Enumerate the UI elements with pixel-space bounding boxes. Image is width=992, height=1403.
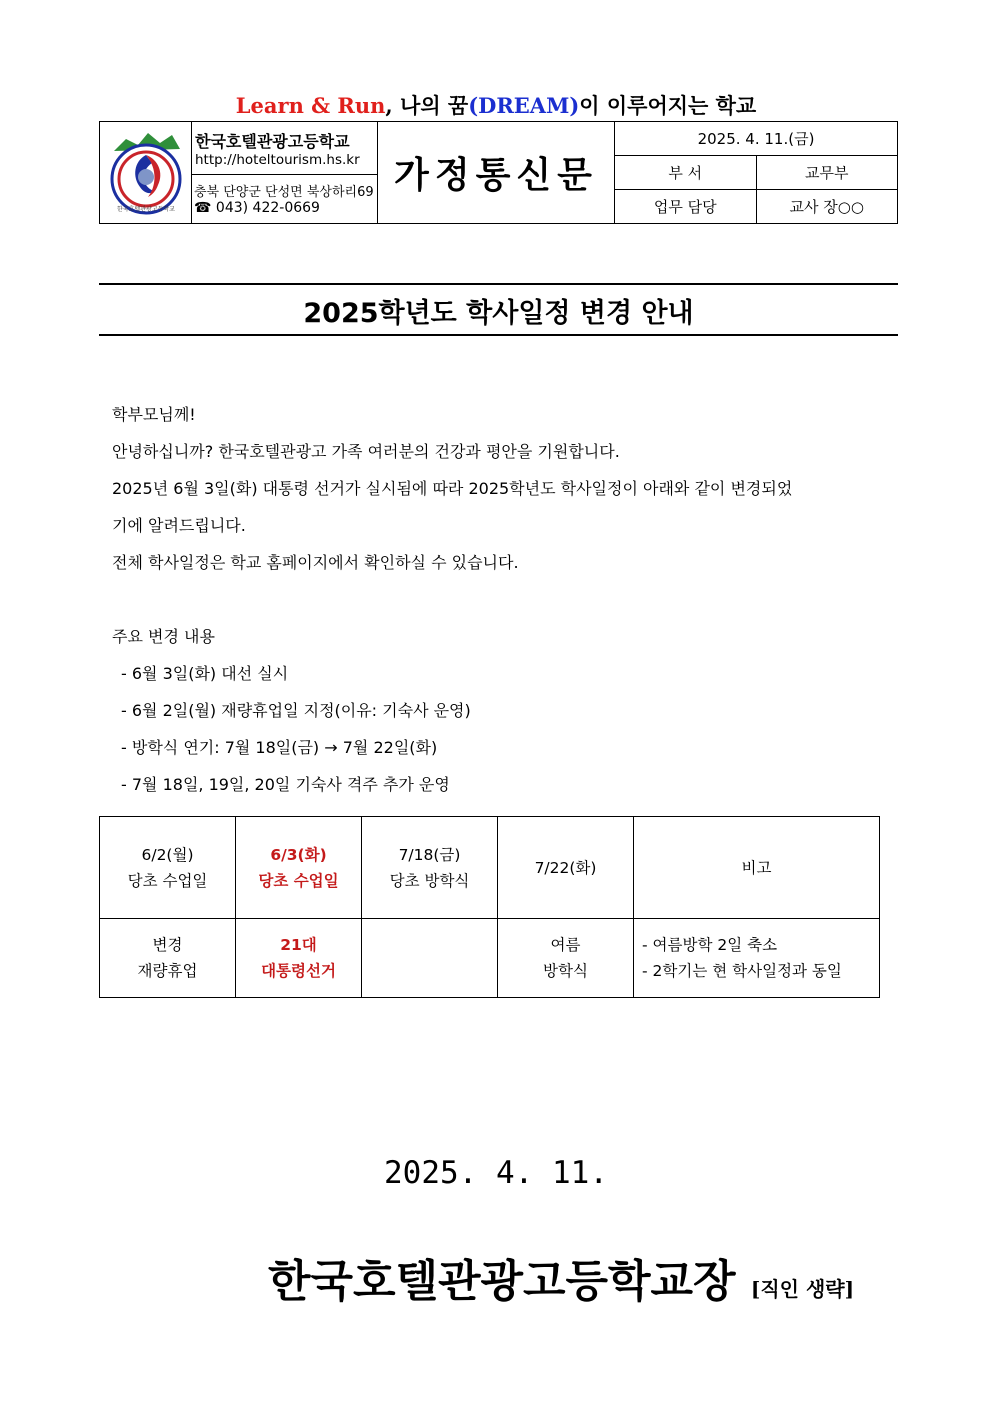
slogan-school: 이 이루어지는 학교: [579, 93, 757, 118]
cell-date: 7/18(금): [398, 845, 461, 864]
slogan-learn-run: Learn & Run: [235, 93, 386, 118]
school-phone-line: [192, 200, 377, 220]
document-title: 2025학년도 학사일정 변경 안내: [303, 298, 694, 329]
cell-line: 여름: [550, 936, 581, 954]
phone-icon: ☎: [194, 200, 212, 216]
change-item: - 방학식 연기: 7월 18일(금) → 7월 22일(화): [121, 738, 438, 757]
school-slogan: [0, 90, 992, 120]
cell-jul22: 7/22(화): [498, 817, 634, 919]
table-row: [100, 919, 880, 998]
cell-remarks-header: 비고: [634, 817, 880, 919]
school-name: 한국호텔관광고등학교: [195, 132, 350, 151]
dept-label: 부 서: [615, 156, 757, 190]
letterhead-table: [99, 121, 898, 224]
paragraph-2-line-1: 2025년 6월 3일(화) 대통령 선거가 실시됨에 따라 2025학년도 학사일정이 아래와 같이 변경되었: [112, 479, 793, 498]
schedule-change-table: [99, 816, 880, 998]
school-emblem-icon: [104, 125, 188, 217]
principal-title: 한국호텔관광고등학교장: [268, 1256, 736, 1307]
cell-jul18-changed: [362, 919, 498, 998]
slogan-dream: (DREAM): [468, 93, 580, 118]
cell-jul22-changed: [498, 919, 634, 998]
cell-status: 당초 수업일: [258, 871, 339, 890]
letter-date: 2025. 4. 11.: [384, 1155, 608, 1191]
change-item: - 7월 18일, 19일, 20일 기숙사 격주 추가 운영: [121, 775, 450, 794]
principal-signature: [268, 1245, 854, 1309]
paragraph-1: 안녕하십니까? 한국호텔관광고 가족 여러분의 건강과 평안을 기원합니다.: [112, 442, 620, 461]
cell-jun3-changed: [236, 919, 362, 998]
cell-line: 대통령선거: [261, 962, 336, 980]
cell-jul18-original: [362, 817, 498, 919]
school-address: 충북 단양군 단성면 북상하리69: [192, 174, 377, 200]
blank-line: [112, 581, 898, 618]
issue-date: 2025. 4. 11.(금): [615, 122, 898, 156]
remark-line: - 2학기는 현 학사일정과 동일: [642, 962, 842, 980]
school-phone: 043) 422-0669: [215, 200, 320, 216]
school-logo-cell: [100, 122, 192, 224]
staff-label: 업무 담당: [615, 190, 757, 224]
cell-line: 재량휴업: [137, 962, 198, 980]
paragraph-3: 전체 학사일정은 학교 홈페이지에서 확인하실 수 있습니다.: [112, 553, 519, 572]
cell-jun2-changed: [100, 919, 236, 998]
table-row: [100, 817, 880, 919]
remark-line: - 여름방학 2일 축소: [642, 936, 778, 954]
staff-value: 교사 장○○: [756, 190, 898, 224]
cell-line: 변경: [152, 936, 183, 954]
title-bottom-rule: [99, 334, 898, 336]
cell-jun2-original: [100, 817, 236, 919]
cell-status: 당초 방학식: [389, 871, 470, 890]
cell-date: 6/2(월): [141, 845, 194, 864]
cell-line: 방학식: [543, 962, 588, 980]
newsletter-title: 가정통신문: [378, 122, 615, 224]
letter-body: [112, 396, 898, 803]
changes-heading: 주요 변경 내용: [112, 627, 215, 646]
logo-caption: 한국호텔관광고등학교: [116, 205, 175, 213]
change-item: - 6월 2일(월) 재량휴업일 지정(이유: 기숙사 운영): [121, 701, 471, 720]
paragraph-2-line-2: 기에 알려드립니다.: [112, 516, 246, 535]
seal-omitted-note: [직인 생략]: [750, 1277, 855, 1301]
cell-status: 당초 수업일: [127, 871, 208, 890]
cell-date: 6/3(화): [270, 845, 327, 864]
school-info-cell: [192, 122, 378, 224]
slogan-my-dream: , 나의 꿈: [385, 93, 469, 118]
cell-line: 21대: [280, 936, 317, 954]
cell-jun3-original: [236, 817, 362, 919]
greeting: 학부모님께!: [112, 405, 196, 424]
cell-remarks: [634, 919, 880, 998]
change-item: - 6월 3일(화) 대선 실시: [121, 664, 289, 683]
dept-value: 교무부: [756, 156, 898, 190]
title-top-rule: [99, 283, 898, 285]
school-url[interactable]: http://hoteltourism.hs.kr: [195, 152, 360, 168]
